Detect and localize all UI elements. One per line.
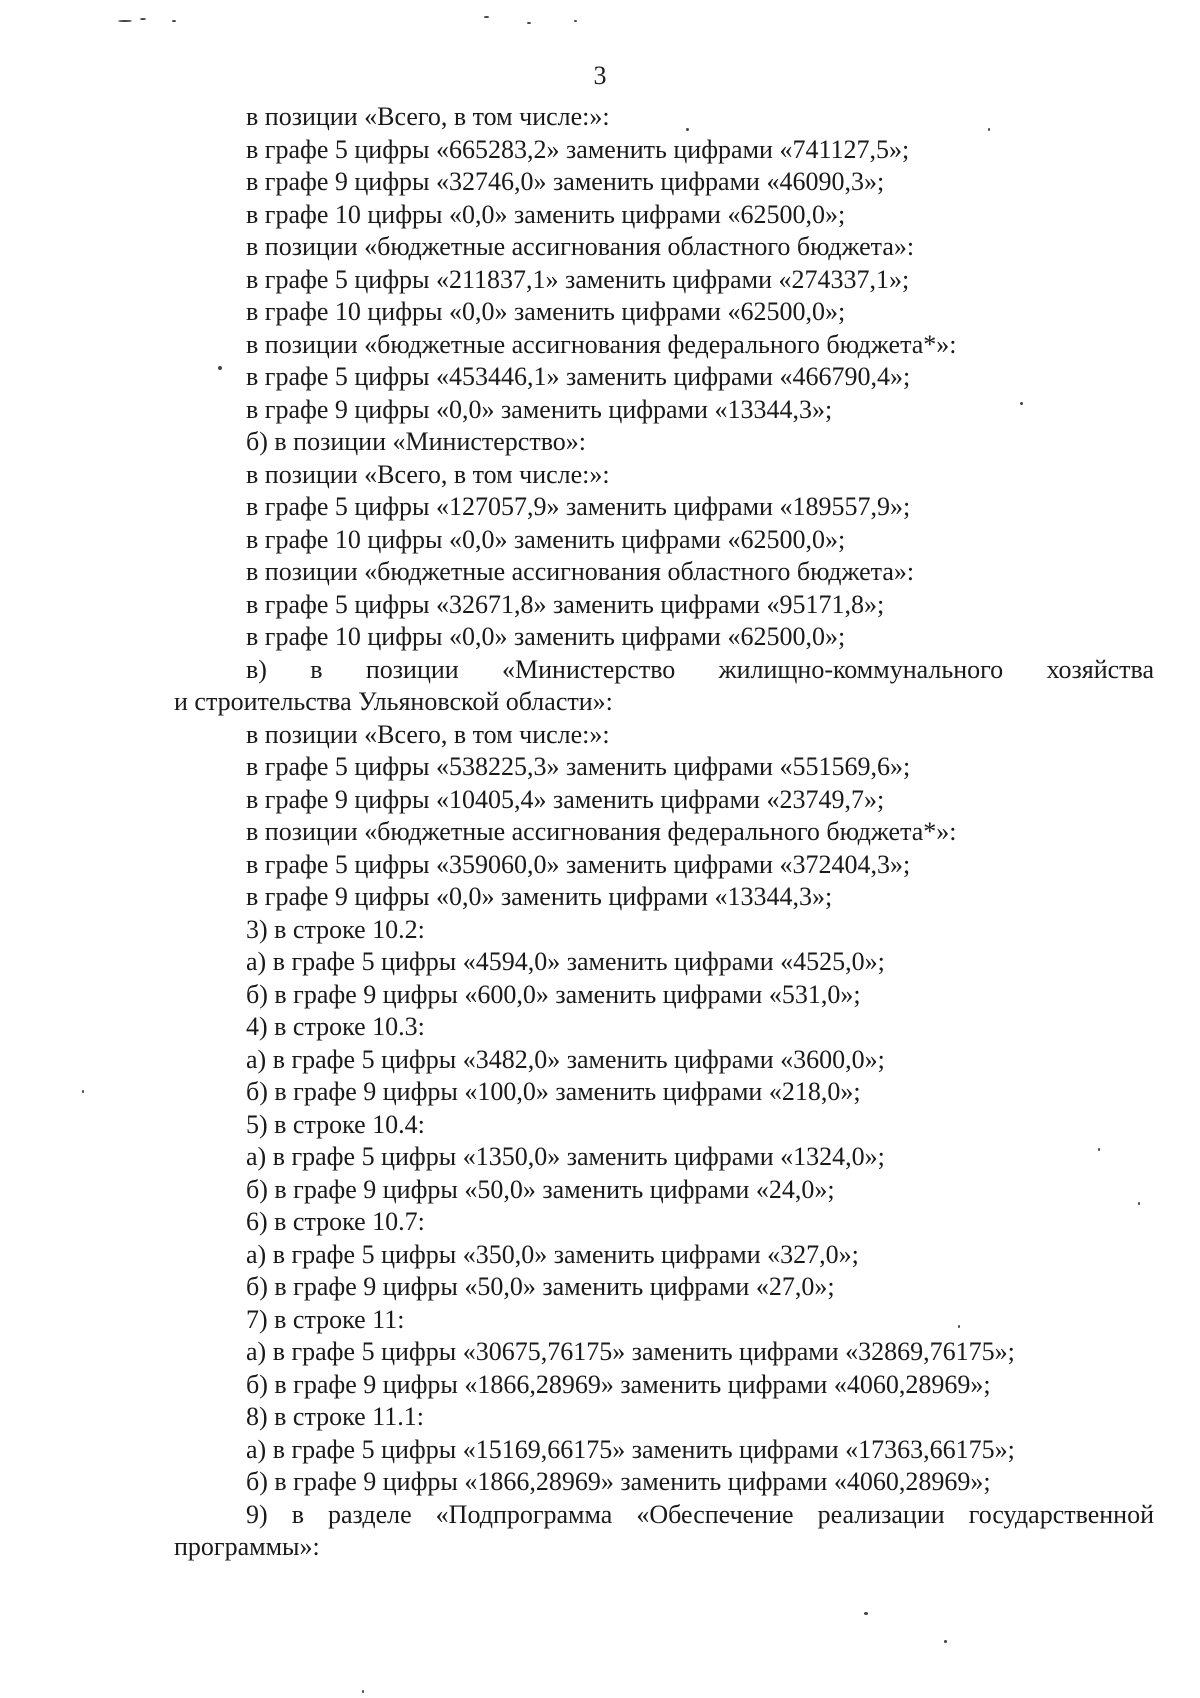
text-line: 6) в строке 10.7: bbox=[246, 1207, 425, 1236]
scan-speck bbox=[82, 1090, 84, 1093]
text-line: в графе 10 цифры «0,0» заменить цифрами «62500,0»; bbox=[246, 297, 846, 326]
text-line: в позиции «Всего, в том числе:»: bbox=[246, 459, 610, 489]
text-line: в позиции «Всего, в том числе:»: bbox=[246, 102, 610, 131]
text-line: в позиции «Всего, в том числе:»: bbox=[246, 719, 610, 749]
scan-speck bbox=[140, 18, 146, 20]
text-line: а) в графе 5 цифры «350,0» заменить цифрами «327,0»; bbox=[246, 1239, 859, 1269]
text-line: в графе 9 цифры «0,0» заменить цифрами «13344,3»; bbox=[246, 394, 833, 424]
text-line: б) в графе 9 цифры «1866,28969» заменить цифрами «4060,28969»; bbox=[246, 1467, 991, 1496]
text-line: а) в графе 5 цифры «4594,0» заменить цифрами «4525,0»; bbox=[246, 947, 885, 976]
text-line: 7) в строке 11: bbox=[246, 1304, 405, 1334]
scan-speck bbox=[118, 20, 132, 22]
scan-speck bbox=[527, 22, 531, 24]
text-line: программы»: bbox=[174, 1532, 320, 1561]
scan-speck bbox=[864, 1612, 868, 1615]
text-line: в позиции «бюджетные ассигнования федерального бюджета*»: bbox=[246, 329, 957, 359]
text-line: а) в графе 5 цифры «15169,66175» заменить цифрами «17363,66175»; bbox=[246, 1434, 1015, 1464]
text-line: в графе 5 цифры «665283,2» заменить цифрами «741127,5»; bbox=[246, 134, 910, 164]
scan-speck bbox=[1098, 1148, 1100, 1151]
page-number: 3 bbox=[593, 61, 607, 90]
text-line: и строительства Ульяновской области»: bbox=[174, 687, 613, 716]
text-line: б) в графе 9 цифры «1866,28969» заменить цифрами «4060,28969»; bbox=[246, 1369, 991, 1399]
text-line: в позиции «бюджетные ассигнования областного бюджета»: bbox=[246, 232, 915, 261]
scan-speck bbox=[218, 366, 222, 370]
scan-speck bbox=[574, 20, 577, 22]
text-line: в графе 9 цифры «0,0» заменить цифрами «13344,3»; bbox=[246, 882, 833, 911]
text-line: в графе 5 цифры «538225,3» заменить цифрами «551569,6»; bbox=[246, 752, 911, 781]
scan-speck bbox=[362, 1690, 364, 1693]
text-line: 8) в строке 11.1: bbox=[246, 1402, 424, 1431]
scan-speck bbox=[988, 128, 990, 131]
text-line: 9) в разделе «Подпрограмма «Обеспечение реализации государственной bbox=[246, 1499, 1154, 1529]
text-line: б) в графе 9 цифры «100,0» заменить цифрами «218,0»; bbox=[246, 1077, 861, 1106]
document-body bbox=[174, 101, 1154, 1564]
scan-speck bbox=[484, 16, 489, 18]
scan-speck bbox=[686, 128, 689, 131]
scan-speck bbox=[944, 1640, 947, 1643]
text-line: в графе 5 цифры «453446,1» заменить цифрами «466790,4»; bbox=[246, 362, 911, 391]
text-line: в позиции «бюджетные ассигнования федерального бюджета*»: bbox=[246, 817, 957, 846]
text-line: 3) в строке 10.2: bbox=[246, 914, 425, 944]
text-line: в графе 9 цифры «10405,4» заменить цифрами «23749,7»; bbox=[246, 784, 885, 814]
text-line: в графе 10 цифры «0,0» заменить цифрами «62500,0»; bbox=[246, 199, 846, 229]
text-line: б) в графе 9 цифры «50,0» заменить цифрами «27,0»; bbox=[246, 1272, 835, 1301]
text-line: в позиции «бюджетные ассигнования областного бюджета»: bbox=[246, 557, 915, 586]
text-line: в графе 10 цифры «0,0» заменить цифрами «62500,0»; bbox=[246, 622, 846, 651]
text-line: 5) в строке 10.4: bbox=[246, 1109, 425, 1139]
text-line: в графе 5 цифры «32671,8» заменить цифрами «95171,8»; bbox=[246, 589, 885, 619]
text-line: б) в позиции «Министерство»: bbox=[246, 427, 587, 456]
text-line: в графе 5 цифры «359060,0» заменить цифрами «372404,3»; bbox=[246, 849, 911, 879]
scan-speck bbox=[1138, 1202, 1140, 1205]
text-line: в графе 9 цифры «32746,0» заменить цифрами «46090,3»; bbox=[246, 167, 885, 196]
text-line: в графе 5 цифры «127057,9» заменить цифрами «189557,9»; bbox=[246, 492, 911, 521]
text-line: в графе 5 цифры «211837,1» заменить цифрами «274337,1»; bbox=[246, 264, 910, 294]
text-line: а) в графе 5 цифры «3482,0» заменить цифрами «3600,0»; bbox=[246, 1044, 885, 1074]
text-line: в) в позиции «Министерство жилищно-коммунального хозяйства bbox=[246, 654, 1154, 684]
text-line: б) в графе 9 цифры «600,0» заменить цифрами «531,0»; bbox=[246, 979, 861, 1009]
scan-speck bbox=[1020, 402, 1023, 405]
text-line: б) в графе 9 цифры «50,0» заменить цифрами «24,0»; bbox=[246, 1174, 835, 1204]
text-line: а) в графе 5 цифры «1350,0» заменить цифрами «1324,0»; bbox=[246, 1142, 885, 1171]
text-line: а) в графе 5 цифры «30675,76175» заменить цифрами «32869,76175»; bbox=[246, 1337, 1015, 1366]
scan-speck bbox=[172, 20, 176, 22]
text-line: 4) в строке 10.3: bbox=[246, 1012, 425, 1041]
text-line: в графе 10 цифры «0,0» заменить цифрами «62500,0»; bbox=[246, 524, 846, 554]
scan-speck bbox=[958, 1325, 960, 1328]
